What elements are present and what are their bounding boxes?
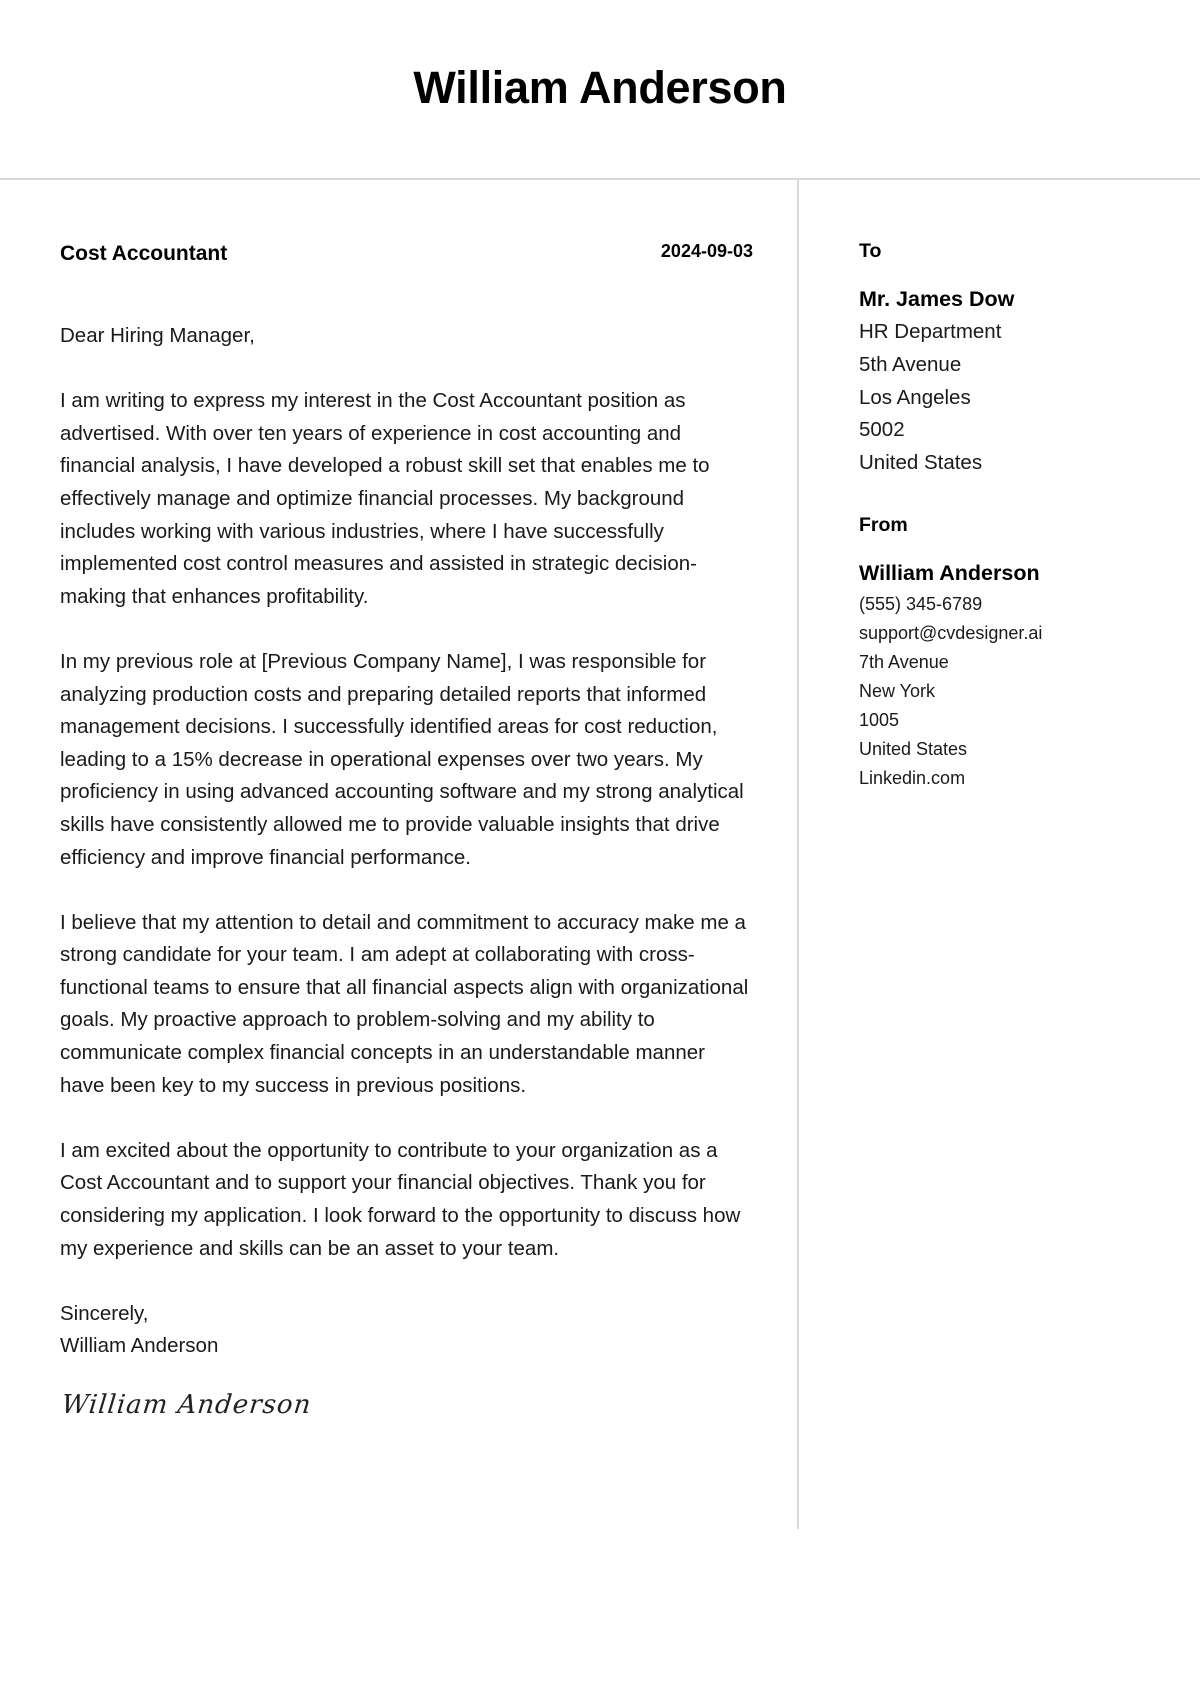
letter-closing — [60, 1298, 752, 1363]
closing-name: William Anderson — [60, 1334, 219, 1358]
sender-linkedin: Linkedin.com — [859, 767, 966, 788]
letter-body — [60, 320, 752, 1424]
recipient-postal-code: 5002 — [859, 418, 905, 442]
column-divider — [797, 180, 799, 1529]
recipient-street: 5th Avenue — [859, 352, 962, 376]
closing-phrase: Sincerely, — [60, 1301, 149, 1325]
letter-paragraph-3: I believe that my attention to detail and commitment to accuracy make me a strong candidate for your team. I am adept at collaborating with cross-functional teams to ensure that all financial aspects align with organizational goals. My proactive approach to problem-solving and my ability to communicate complex financial concepts in an understandable manner have been key to my success in previous positions. — [60, 910, 749, 1097]
sender-postal-code: 1005 — [859, 709, 900, 730]
sender-country: United States — [859, 738, 968, 759]
to-label: To — [859, 240, 882, 262]
letter-header — [0, 0, 1200, 180]
applicant-name-title: William Anderson — [413, 62, 787, 113]
recipient-country: United States — [859, 451, 983, 475]
letter-paragraph-2: In my previous role at [Previous Company Name], I was responsible for analyzing production costs and preparing detailed reports that informed management decisions. I successfully identified areas for cost reduction, leading to a 15% decrease in operational expenses over two years. My proficiency in using advanced accounting software and my strong analytical skills have consistently allowed me to provide valuable insights that drive efficiency and improve financial performance. — [60, 649, 744, 869]
letter-main-column — [60, 240, 752, 1424]
from-label: From — [859, 513, 908, 536]
letter-topline — [60, 240, 752, 270]
sender-block — [859, 557, 1159, 793]
sender-email: support@cvdesigner.ai — [859, 622, 1043, 643]
handwritten-signature: William Anderson — [60, 1390, 313, 1420]
recipient-name: Mr. James Dow — [859, 287, 1015, 311]
recipient-block — [859, 283, 1159, 480]
job-title: Cost Accountant — [60, 242, 228, 265]
sender-city: New York — [859, 680, 936, 701]
recipient-city: Los Angeles — [859, 385, 971, 409]
letter-paragraph-4: I am excited about the opportunity to contribute to your organization as a Cost Accountant and to support your financial objectives. Thank you for considering my application. I look forward to the opportunity to discuss how my experience and skills can be an asset to your team. — [60, 1138, 741, 1260]
letter-paragraph-1: I am writing to express my interest in the Cost Accountant position as advertised. With over ten years of experience in cost accounting and financial analysis, I have developed a robust skill set that enables me to effectively manage and optimize financial processes. My background includes working with various industries, where I have successfully implemented cost control measures and assisted in strategic decision-making that enhances profitability. — [60, 389, 710, 608]
recipient-department: HR Department — [859, 320, 1002, 343]
sender-phone: (555) 345-6789 — [859, 593, 983, 614]
letter-date: 2024-09-03 — [660, 241, 753, 261]
sender-name: William Anderson — [859, 560, 1040, 585]
address-sidebar — [859, 240, 1159, 793]
salutation: Dear Hiring Manager, — [60, 324, 255, 347]
sender-street: 7th Avenue — [859, 651, 949, 672]
